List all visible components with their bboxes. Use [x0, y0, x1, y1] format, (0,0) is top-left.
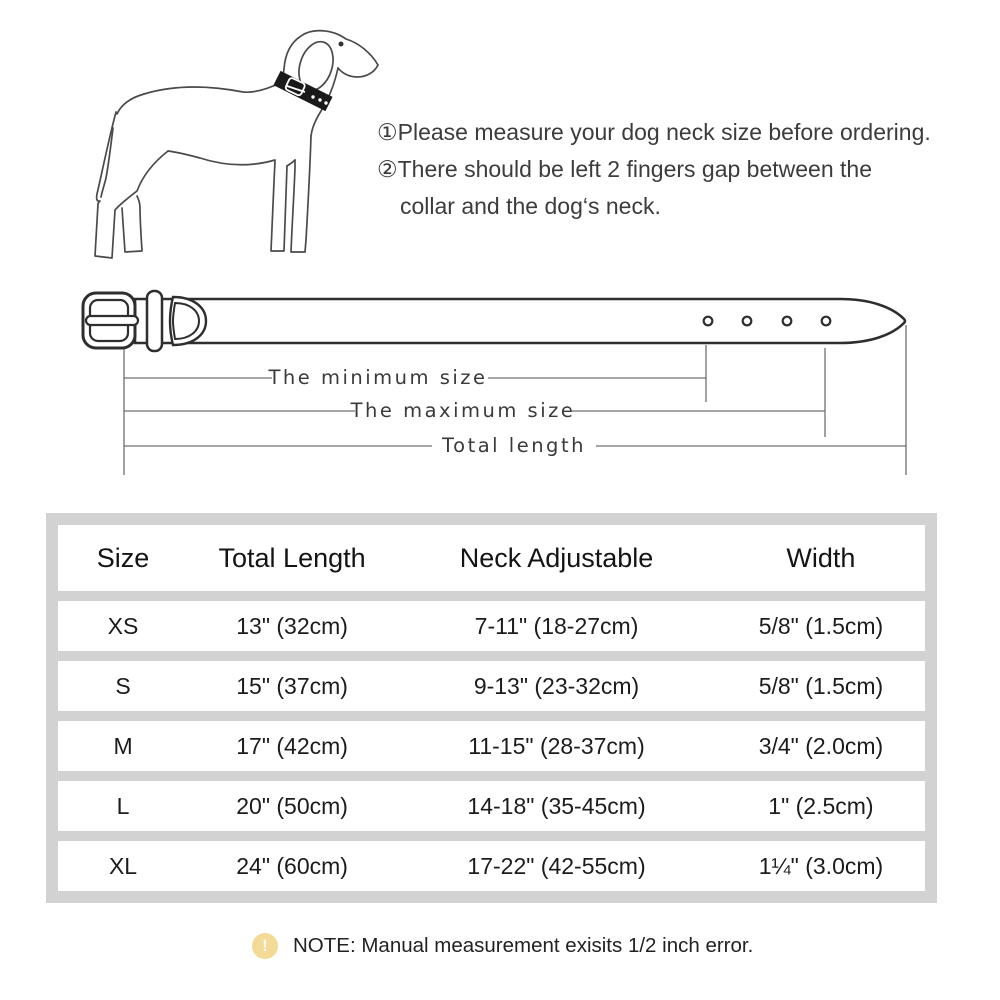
cell-total-length: 24" (60cm) — [236, 852, 348, 879]
table-row-xl — [58, 841, 925, 891]
cell-size: S — [115, 672, 131, 699]
note-text: NOTE: Manual measurement exisits 1/2 inch error. — [293, 934, 754, 957]
collar-diagram — [40, 285, 960, 485]
cell-neck-adjustable: 17-22" (42-55cm) — [467, 852, 646, 879]
cell-width: 3/4" (2.0cm) — [758, 732, 884, 759]
note-row — [252, 933, 753, 959]
cell-width: 1¼" (3.0cm) — [758, 852, 884, 879]
cell-total-length: 20" (50cm) — [236, 792, 348, 819]
table-row-m — [58, 721, 925, 771]
size-table — [46, 513, 937, 903]
cell-neck-adjustable: 11-15" (28-37cm) — [468, 732, 645, 759]
cell-total-length: 17" (42cm) — [236, 732, 348, 759]
instruction-2: ②There should be left 2 fingers gap between the — [377, 156, 872, 182]
cell-total-length: 15" (37cm) — [236, 672, 348, 699]
minimum-size-label: The minimum size — [268, 366, 488, 389]
cell-total-length: 13" (32cm) — [236, 612, 348, 639]
dog-mouth-line — [338, 65, 378, 77]
instruction-1: ①Please measure your dog neck size before ordering. — [377, 119, 931, 145]
dog-illustration — [80, 20, 400, 272]
table-row-s — [58, 661, 925, 711]
collar-keeper — [147, 291, 162, 351]
cell-neck-adjustable: 14-18" (35-45cm) — [467, 792, 646, 819]
total-length-label: Total length — [442, 434, 586, 457]
collar-drawing — [83, 291, 905, 351]
cell-size: M — [113, 732, 133, 759]
table-row-xs — [58, 601, 925, 651]
header-total-length: Total Length — [218, 542, 366, 573]
header-width: Width — [786, 542, 856, 573]
instruction-2-continued: collar and the dog‘s neck. — [400, 193, 661, 219]
measuring-instructions — [377, 114, 977, 225]
collar-prong — [86, 316, 138, 325]
cell-neck-adjustable: 9-13" (23-32cm) — [473, 672, 640, 699]
maximum-size-label: The maximum size — [350, 399, 576, 422]
cell-size: XS — [107, 612, 139, 639]
table-row-l — [58, 781, 925, 831]
header-neck-adjustable: Neck Adjustable — [459, 542, 654, 573]
cell-size: L — [116, 792, 130, 819]
cell-size: XL — [108, 852, 138, 879]
dog-eye — [339, 42, 344, 47]
cell-neck-adjustable: 7-11" (18-27cm) — [474, 612, 639, 639]
cell-width: 1" (2.5cm) — [768, 792, 874, 819]
dog-tail — [97, 112, 116, 204]
header-size: Size — [96, 542, 150, 573]
cell-width: 5/8" (1.5cm) — [758, 612, 884, 639]
cell-width: 5/8" (1.5cm) — [758, 672, 884, 699]
table-header-row — [58, 525, 925, 591]
exclamation-icon: ! — [252, 933, 278, 959]
